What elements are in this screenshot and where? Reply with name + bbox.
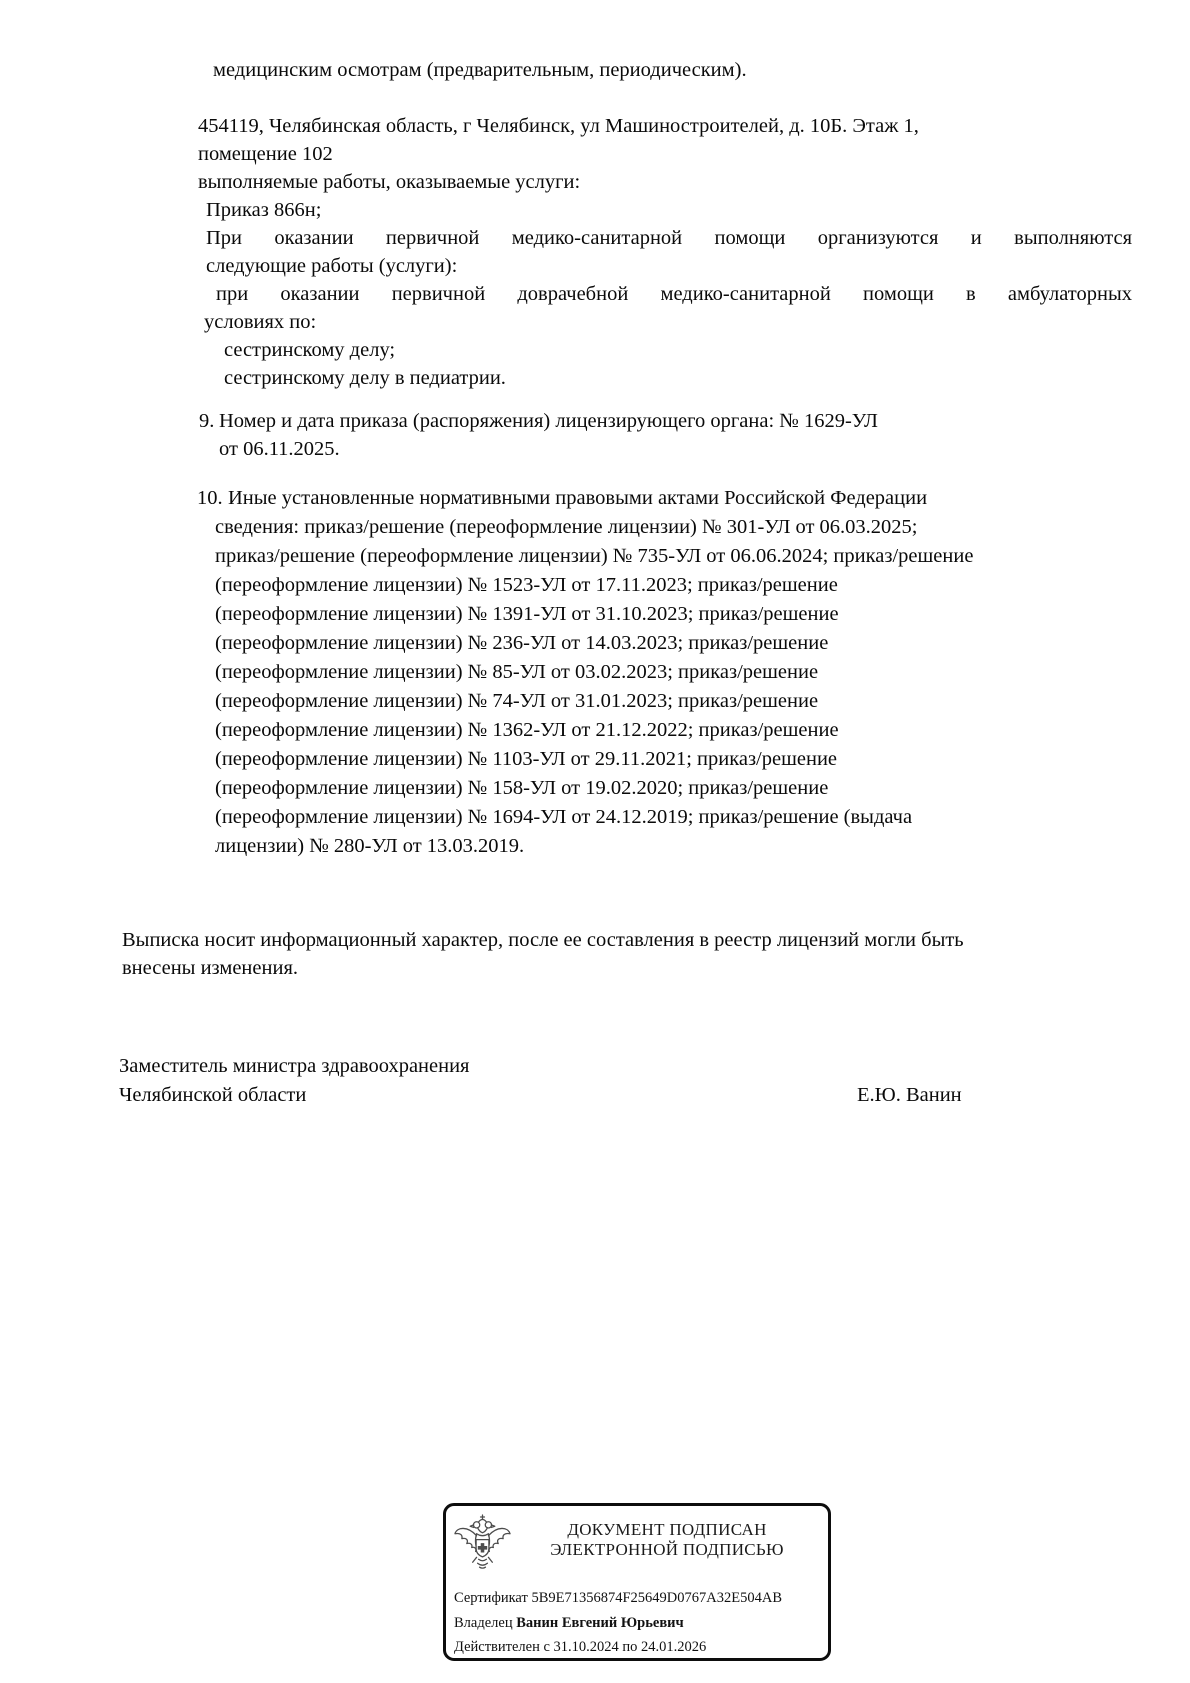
item10-line-1: Иные установленные нормативными правовыми актами Российской Федерации: [228, 487, 928, 509]
intro-continuation-line: медицинским осмотрам (предварительным, периодическим).: [213, 59, 747, 81]
address-line-1: 454119, Челябинская область, г Челябинск, ул Машиностроителей, д. 10Б. Этаж 1,: [198, 115, 919, 137]
item10-line-12: (переоформление лицензии) № 1694-УЛ от 24.12.2019; приказ/решение (выдача: [215, 806, 913, 828]
stamp-title-line-2: ЭЛЕКТРОННОЙ ПОДПИСЬЮ: [550, 1540, 784, 1559]
item10-line-8: (переоформление лицензии) № 74-УЛ от 31.01.2023; приказ/решение: [215, 690, 819, 712]
service-nursing-line: сестринскому делу;: [224, 339, 396, 361]
certificate-value: 5B9E71356874F25649D0767A32E504AB: [531, 1590, 782, 1606]
item10-line-2: сведения: приказ/решение (переоформление лицензии) № 301-УЛ от 06.03.2025;: [215, 516, 918, 538]
item9-line-2: от 06.11.2025.: [219, 438, 340, 460]
roszdravnadzor-eagle-emblem-icon: [453, 1513, 512, 1582]
stamp-owner-line: [454, 1613, 684, 1633]
stamp-title: [514, 1520, 820, 1560]
item10-line-9: (переоформление лицензии) № 1362-УЛ от 21.12.2022; приказ/решение: [215, 719, 839, 741]
item10-line-4: (переоформление лицензии) № 1523-УЛ от 17.11.2023; приказ/решение: [215, 574, 838, 596]
item10-line-10: (переоформление лицензии) № 1103-УЛ от 29.11.2021; приказ/решение: [215, 748, 838, 770]
certificate-label: Сертификат: [454, 1590, 528, 1606]
item9-number: 9.: [199, 410, 215, 432]
signer-name: Е.Ю. Ванин: [857, 1084, 962, 1106]
note-line-2: внесены изменения.: [122, 957, 298, 979]
note-line-1: Выписка носит информационный характер, после ее составления в реестр лицензий могли быть: [122, 929, 964, 951]
signer-position-line-2: Челябинской области: [119, 1084, 307, 1106]
electronic-signature-stamp: [443, 1503, 831, 1661]
owner-label: Владелец: [454, 1615, 513, 1631]
item10-line-5: (переоформление лицензии) № 1391-УЛ от 31.10.2023; приказ/решение: [215, 603, 839, 625]
stamp-certificate-line: [454, 1588, 782, 1608]
item10-number: 10.: [197, 487, 223, 509]
primary-care-line-2: следующие работы (услуги):: [206, 255, 458, 277]
prehospital-care-line-1: при оказании первичной доврачебной медико-санитарной помощи в амбулаторных: [216, 283, 1132, 305]
signer-position-line-1: Заместитель министра здравоохранения: [119, 1055, 470, 1077]
item10-line-7: (переоформление лицензии) № 85-УЛ от 03.02.2023; приказ/решение: [215, 661, 819, 683]
item10-line-11: (переоформление лицензии) № 158-УЛ от 19.02.2020; приказ/решение: [215, 777, 829, 799]
item10-line-3: приказ/решение (переоформление лицензии) № 735-УЛ от 06.06.2024; приказ/решение: [215, 545, 974, 567]
service-nursing-pediatrics-line: сестринскому делу в педиатрии.: [224, 367, 506, 389]
owner-name: Ванин Евгений Юрьевич: [516, 1615, 684, 1631]
item9-line-1: Номер и дата приказа (распоряжения) лицензирующего органа: № 1629-УЛ: [219, 410, 878, 432]
address-line-2: помещение 102: [198, 143, 333, 165]
stamp-title-line-1: ДОКУМЕНТ ПОДПИСАН: [567, 1520, 767, 1539]
works-header: выполняемые работы, оказываемые услуги:: [198, 171, 581, 193]
order-866n-line: Приказ 866н;: [206, 199, 322, 221]
primary-care-line-1: При оказании первичной медико-санитарной помощи организуются и выполняются: [206, 227, 1132, 249]
stamp-validity-line: Действителен с 31.10.2024 по 24.01.2026: [454, 1639, 707, 1655]
item10-line-6: (переоформление лицензии) № 236-УЛ от 14.03.2023; приказ/решение: [215, 632, 829, 654]
item10-line-13: лицензии) № 280-УЛ от 13.03.2019.: [215, 835, 525, 857]
prehospital-care-line-2: условиях по:: [204, 311, 317, 333]
